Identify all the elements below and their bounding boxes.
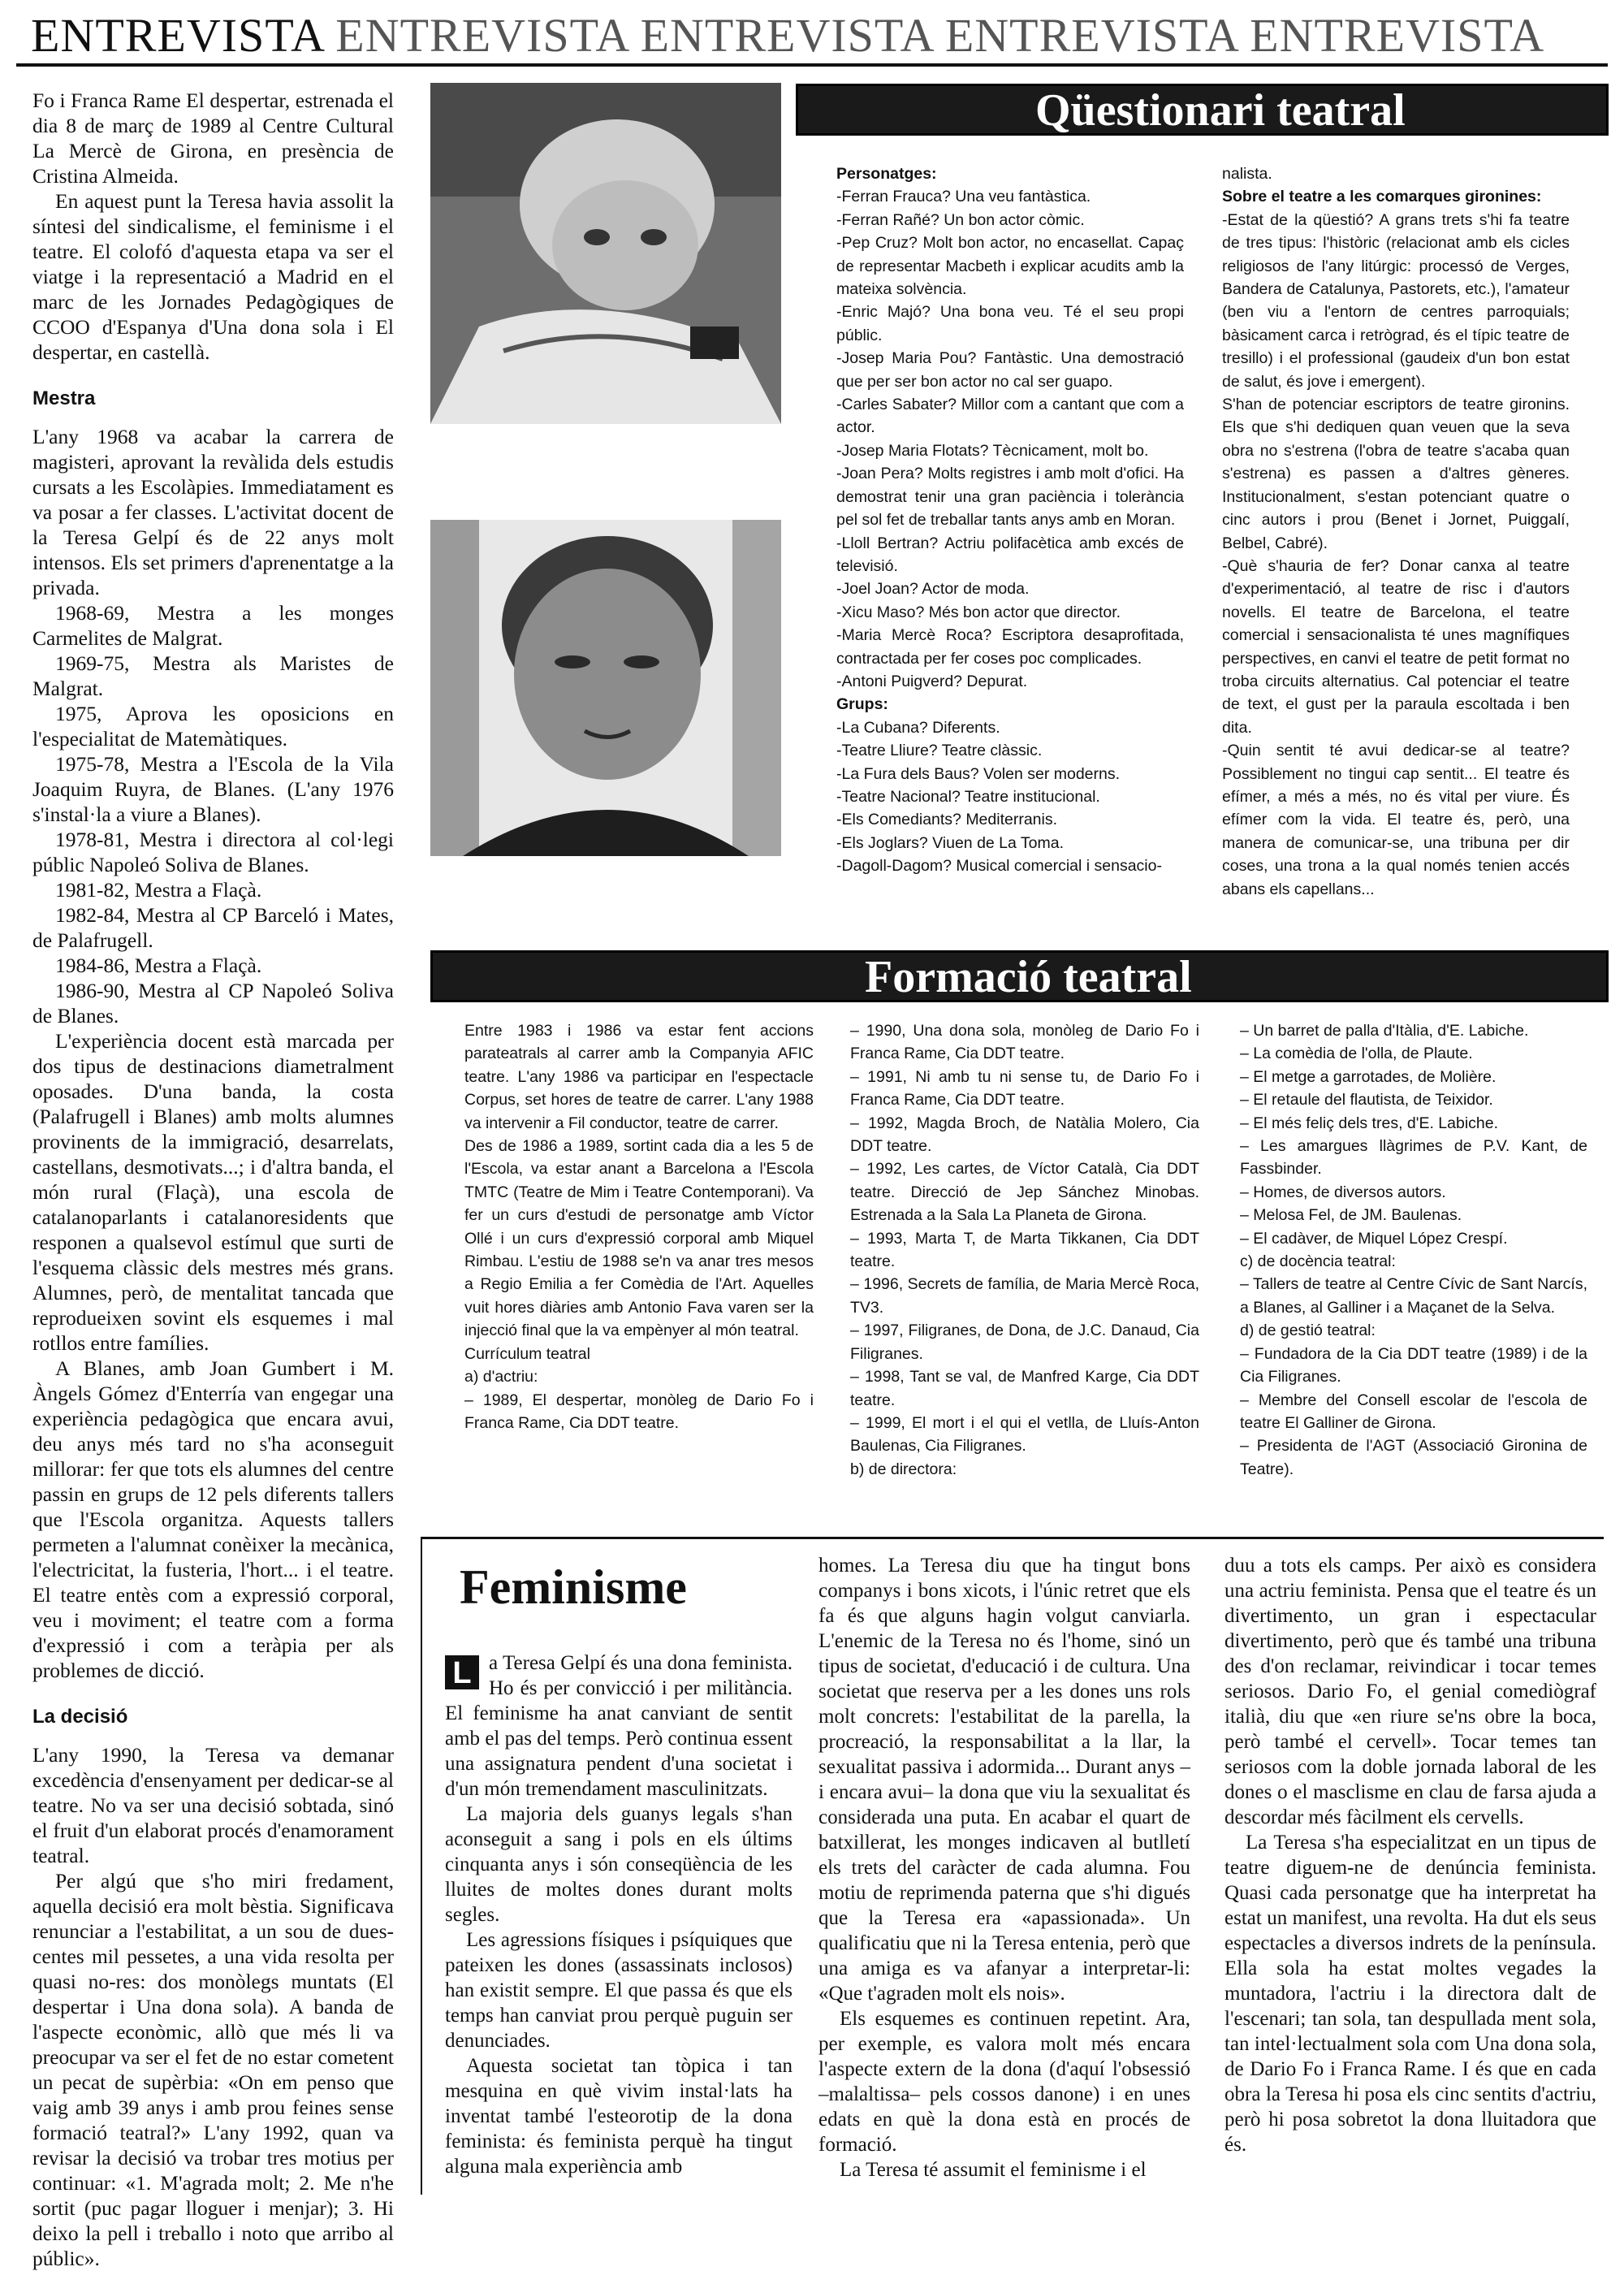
formacio-item: d) de gestió teatral:: [1240, 1322, 1376, 1340]
questionari-item: S'han de potenciar escriptors de teatre gironins. Els que s'hi dediquen quan veuen que la seva obra no s'estrena (l'obra de teatre s'acaba quan s'estrena) es passen a d'altres gèneres. Institucionalment, s'estan potenciant quatre o cinc autors i prou (Benet i Jornet, Puiggalí, Belbel, Cabré).: [1222, 396, 1570, 552]
questionari-item: -Xicu Maso? Més bon actor que director.: [836, 603, 1121, 621]
questionari-item: -Quin sentit té avui dedicar-se al teatre? Possiblement no tingui cap sentit... El teatre és efímer, a més a més, no és vital per viure. És efímer com la vida. El teatre és, però, una manera de comunicar-se, una tribuna per dir coses, una trona a la qual només tenien accés abans els capellans...: [1222, 742, 1570, 898]
questionari-item: -Teatre Nacional? Teatre institucional.: [836, 787, 1100, 806]
questionari-item: -La Cubana? Diferents.: [836, 718, 1000, 737]
mestra-item: 1978-81, Mestra i directora al col·legi públic Napoleó Soliva de Blanes.: [32, 828, 394, 876]
questionari-subheading: Personatges:: [836, 165, 937, 183]
formacio-item: – Un barret de palla d'Itàlia, d'E. Labiche.: [1240, 1022, 1529, 1040]
mestra-item: 1975-78, Mestra a l'Escola de la Vila Joaquim Ruyra, de Blanes. (L'any 1976 s'instal·la a viure a Blanes).: [32, 752, 394, 826]
formacio-item: – Tallers de teatre al Centre Cívic de Sant Narcís, a Blanes, al Galliner i a Maçanet de la Selva.: [1240, 1275, 1587, 1317]
feminisme-paragraph: La Teresa s'ha especialitzat en un tipus de teatre diguem-ne de denúncia feminista. Quasi cada personatge que ha interpretat ha estat un manifest, una revolta. Ha dut els seus espectacles a diversos indrets de la península. Ella sola ha estat moltes vegades la muntadora, l'actriu i la directora dalt de l'escenari; tan sola, tan despullada ment sola, tan intel·lectualment sola com Una dona sola, de Dario Fo i Franca Rame. I és que en cada obra la Teresa hi posa els cinc sentits d'actriu, però hi posa sobretot la dona lluitadora que és.: [1224, 1832, 1596, 2156]
formacio-item: – 1997, Filigranes, de Dona, de J.C. Danaud, Cia Filigranes.: [850, 1322, 1199, 1363]
questionari-column-1: [836, 162, 1184, 878]
header-repeated-words: ENTREVISTA ENTREVISTA ENTREVISTA ENTREVISTA: [335, 9, 1545, 58]
feminisme-paragraph: La majoria dels guanys legals s'han aconseguit a sang i pols en els últims cinquanta anys i són conseqüència de les lluites de moltes dones durant molts segles.: [445, 1803, 793, 1926]
questionari-item: -Pep Cruz? Molt bon actor, no encasellat. Capaç de representar Macbeth i explicar acudits amb la mateixa solvència.: [836, 234, 1184, 299]
questionari-item: -La Fura dels Baus? Volen ser moderns.: [836, 764, 1121, 783]
questionari-item: -Què s'hauria de fer? Donar canxa al teatre d'experimentació, al teatre de risc i d'autors novells. El teatre de Barcelona, el teatre comercial i sensacionalista té unes magnífiques perspectives, en canvi el teatre de petit format no troba circuits alternatius. Cal potenciar el teatre de text, el gust per la paraula escoltada i ben dita.: [1222, 556, 1570, 737]
questionari-item: -Enric Majó? Una bona veu. Té el seu propi públic.: [836, 303, 1184, 344]
formacio-title: Formació teatral: [865, 952, 1192, 1002]
questionari-item: -Els Joglars? Viuen de La Toma.: [836, 833, 1065, 852]
mestra-item: 1975, Aprova les oposicions en l'especialitat de Matemàtiques.: [32, 702, 394, 751]
photo-portrait-top: [430, 83, 781, 424]
mestra-paragraph: L'experiència docent està marcada per dos tipus de destinacions diametralment oposades. D'una banda, la costa (Palafrugell i Blanes) amb molts alumnes provinents de la immigració, desarrelats, castellans, desmotivats...; i d'altra banda, el món rural (Flaçà), una escola de catalanoparlants i catalanoresidents que responen a qualsevol estímul que surti de l'esquema clàssic dels mestres més grans. Alumnes, però, de mentalitat tancada que reprodueixen sovint els esquemes i mal rotllos entre famílies.: [32, 1029, 394, 1355]
mestra-item: 1982-84, Mestra al CP Barceló i Mates, de Palafrugell.: [32, 903, 394, 952]
mestra-item: 1969-75, Mestra als Maristes de Malgrat.: [32, 651, 394, 700]
questionari-item: nalista.: [1222, 165, 1272, 183]
formacio-column-3: [1240, 1019, 1587, 1481]
formacio-item: – 1992, Magda Broch, de Natàlia Molero, Cia DDT teatre.: [850, 1114, 1199, 1156]
formacio-item: – Presidenta de l'AGT (Associació Gironina de Teatre).: [1240, 1437, 1587, 1478]
formacio-item: – 1991, Ni amb tu ni sense tu, de Dario Fo i Franca Rame, Cia DDT teatre.: [850, 1067, 1199, 1110]
feminisme-paragraph: La Teresa té assumit el feminisme i el: [840, 2159, 1147, 2181]
feminisme-top-rule: [421, 1537, 1604, 1539]
formacio-item: – 1992, Les cartes, de Víctor Català, Cia DDT teatre. Direcció de Jep Sánchez Minobas. Estrenada a la Sala La Planeta de Girona.: [850, 1160, 1199, 1225]
formacio-item: – 1990, Una dona sola, monòleg de Dario Fo i Franca Rame, Cia DDT teatre.: [850, 1022, 1199, 1063]
questionari-banner: [796, 84, 1609, 136]
intro-paragraph: Fo i Franca Rame El despertar, estrenada el dia 8 de març de 1989 al Centre Cultural La Mercè de Girona, en presència de Cristina Almeida.: [32, 89, 394, 188]
formacio-item: – 1993, Marta T, de Marta Tikkanen, Cia DDT teatre.: [850, 1229, 1199, 1271]
feminisme-title: Feminisme: [460, 1560, 687, 1614]
section-header: [31, 8, 1606, 58]
formacio-paragraph: Currículum teatral: [464, 1344, 590, 1363]
left-column: [32, 88, 394, 2271]
questionari-column-2: [1222, 162, 1570, 901]
formacio-item: – El metge a garrotades, de Molière.: [1240, 1067, 1497, 1086]
formacio-item: – El cadàver, de Miquel López Crespí.: [1240, 1229, 1508, 1248]
feminisme-paragraph: Aquesta societat tan tòpica i tan mesquina en què vivim instal·lats ha inventat també l'esteorotip de la dona feminista: és feminista perquè ha tingut alguna mala experiència amb: [445, 2055, 793, 2178]
formacio-item: b) de directora:: [850, 1460, 957, 1478]
formacio-item: c) de docència teatral:: [1240, 1252, 1396, 1271]
mestra-heading: Mestra: [32, 387, 96, 409]
decisio-heading: La decisió: [32, 1706, 128, 1728]
feminisme-paragraph: duu a tots els camps. Per això es considera una actriu feminista. Pensa que el teatre és un divertimento, un gran i espectacular divertimento, però que és també una tribuna des d'on reclamar, reivindicar i tocar temes seriosos. Dario Fo, el genial comediògraf italià, diu que «en riure se'ns obre la boca, però també el cervell». Tocar temes tan seriosos com la doble jornada laboral de les dones o el masclisme en clau de farsa ajuda a descordar més fàcilment els cervells.: [1224, 1555, 1596, 1828]
decisio-paragraph: Per algú que s'ho miri fredament, aquella decisió era molt bèstia. Significava renunciar a l'estabilitat, a un sou de dues-centes mil pessetes, a una vida resolta per quasi no-res: dos monòlegs muntats (El despertar i Una dona sola). A banda de l'aspecte econòmic, allò que més li va preocupar va ser el fet de no estar cometent un pecat de supèrbia: «On em penso que vaig amb 39 anys i amb prou feines sense formació teatral?» L'any 1992, quan va revisar la decisió va trobar tres motius per continuar: «1. M'agrada molt; 2. Me n'he sortit (puc pagar lloguer i menjar); 3. Hi deixo la pell i treballo i noto que arribo al públic».: [32, 1869, 394, 2270]
header-first-word: ENTREVISTA: [31, 9, 323, 58]
questionari-item: -Antoni Puigverd? Depurat.: [836, 672, 1028, 690]
decisio-paragraph: L'any 1990, la Teresa va demanar excedència d'ensenyament per dedicar-se al teatre. No va ser una decisió sobtada, sinó el fruit d'un elaborat procés d'enamorament teatral.: [32, 1743, 394, 1867]
feminisme-left-rule: [421, 1537, 422, 2195]
questionari-item: -Joel Joan? Actor de moda.: [836, 580, 1030, 599]
photo-portrait-bottom: [430, 520, 781, 856]
mestra-paragraph: A Blanes, amb Joan Gumbert i M. Àngels Gómez d'Enterría van engegar una experiència pedagògica que encara avui, deu anys més tard no s'ha aconseguit millorar: fer que tots els alumnes del centre passin en grups de 12 pels diferents tallers que l'Escola organitza. Aquests tallers permeten a l'alumnat conèixer la mecànica, l'electricitat, la fusteria, l'hort... i el teatre. El teatre entès com a expressió corporal, veu i moviment; el teatre com a forma d'expressió i com a teràpia per als problemes de dicció.: [32, 1356, 394, 1682]
formacio-item: – Fundadora de la Cia DDT teatre (1989) i de la Cia Filigranes.: [1240, 1344, 1587, 1386]
intro-paragraph: En aquest punt la Teresa havia assolit la síntesi del sindicalisme, el feminisme i el teatre. El colofó d'aquesta etapa va ser el viatge i la representació a Madrid en el marc de les Jornades Pedagògiques de CCOO d'Espanya d'Una dona sola i El despertar, en castellà.: [32, 189, 394, 364]
feminisme-paragraph: homes. La Teresa diu que ha tingut bons companys i bons xicots, i l'únic retret que els fa és que alguns hagin volgut canviarla. L'enemic de la Teresa no és l'home, sinó un tipus de societat, d'educació i de cultura. Una societat que reserva per a les dones uns rols molt concrets: l'estabilitat de la parella, la procreació, la responsabilitat a la llar, la sexualitat passiva i adormida... Durant anys –i encara avui– la dona que viu la sexualitat és considerada una puta. En acabar el quart de batxillerat, les monges indicaven al butlletí els trets del caràcter de cada alumna. Fou motiu de reprimenda paterna que s'hi digués que la Teresa era «apassionada». Un qualificatiu que ni la Teresa entenia, però que una amiga es va afanyar a interpretar-li: «Que t'agraden molt els nois».: [818, 1555, 1190, 2005]
questionari-item: -Josep Maria Pou? Fantàstic. Una demostració que per ser bon actor no cal ser guapo.: [836, 349, 1184, 391]
questionari-item: -Carles Sabater? Millor com a cantant que com a actor.: [836, 396, 1184, 437]
feminisme-paragraph: Les agressions físiques i psíquiques que pateixen les dones (assassinats inclosos) han existit sempre. El que passa és que els temps han canviat prou perquè puguin ser denunciades.: [445, 1929, 793, 2052]
formacio-column-2: [850, 1019, 1199, 1481]
mestra-item: 1981-82, Mestra a Flaçà.: [55, 878, 262, 902]
feminisme-column-1: [445, 1650, 793, 2179]
questionari-subheading: Grups:: [836, 695, 888, 714]
formacio-banner: [430, 950, 1609, 1002]
formacio-item: – El més feliç dels tres, d'E. Labiche.: [1240, 1114, 1499, 1132]
formacio-paragraph: a) d'actriu:: [464, 1368, 538, 1386]
questionari-item: -Dagoll-Dagom? Musical comercial i sensacio-: [836, 857, 1162, 876]
formacio-item: – Melosa Fel, de JM. Baulenas.: [1240, 1206, 1462, 1225]
feminisme-paragraph: a Teresa Gelpí és una dona feminista. Ho és per convicció i per militància. El feminisme ha anat canviant de sentit amb el pas del temps. Però continua essent una assignatura pendent d'una societat i d'un món tremendament masculinitzats.: [445, 1652, 793, 1800]
formacio-column-1: [464, 1019, 814, 1434]
feminisme-paragraph: Els esquemes es continuen repetint. Ara, per exemple, es valora molt més encara l'aspecte extern de la dona (d'aquí l'obsessió –malaltissa– pels cossos danone) i en unes edats en què la dona està en procés de formació.: [818, 2008, 1190, 2156]
questionari-subheading: Sobre el teatre a les comarques gironines:: [1222, 188, 1542, 206]
formacio-item: – 1996, Secrets de família, de Maria Mercè Roca, TV3.: [850, 1275, 1199, 1317]
questionari-item: -Maria Mercè Roca? Escriptora desaprofitada, contractada per fer coses poc complicades.: [836, 626, 1184, 668]
questionari-item: -Joan Pera? Molts registres i amb molt d'ofici. Ha demostrat tenir una gran paciència i tolerància pel sol fet de treballar tants anys amb en Moran.: [836, 465, 1184, 530]
feminisme-dropcap: L: [445, 1655, 479, 1689]
feminisme-column-2: [818, 1553, 1190, 2182]
mestra-item: 1968-69, Mestra a les monges Carmelites de Malgrat.: [32, 601, 394, 650]
formacio-paragraph: – 1989, El despertar, monòleg de Dario Fo i Franca Rame, Cia DDT teatre.: [464, 1391, 814, 1432]
questionari-item: -Teatre Lliure? Teatre clàssic.: [836, 742, 1043, 760]
mestra-item: 1986-90, Mestra al CP Napoleó Soliva de Blanes.: [32, 979, 394, 1027]
feminisme-column-3: [1224, 1553, 1596, 2157]
mestra-paragraph: L'any 1968 va acabar la carrera de magisteri, aprovant la revàlida dels estudis cursats a les Escolàpies. Immediatament es va posar a fer classes. L'activitat docent de la Teresa Gelpí és de 22 anys molt intensos. Els set primers d'aprenentatge a la privada.: [32, 425, 394, 599]
questionari-item: -Lloll Bertran? Actriu polifacètica amb excés de televisió.: [836, 534, 1184, 575]
formacio-paragraph: Entre 1983 i 1986 va estar fent accions parateatrals al carrer amb la Companyia AFIC teatre. L'any 1986 va participar en l'espectacle Corpus, set hores de teatre de carrer. L'any 1988 va intervenir a Fil conductor, teatre de carrer.: [464, 1022, 814, 1132]
formacio-item: – 1999, El mort i el qui el vetlla, de Lluís-Anton Baulenas, Cia Filigranes.: [850, 1413, 1199, 1456]
formacio-item: – La comèdia de l'olla, de Plaute.: [1240, 1045, 1473, 1063]
formacio-item: – Homes, de diversos autors.: [1240, 1183, 1446, 1201]
formacio-item: – 1998, Tant se val, de Manfred Karge, Cia DDT teatre.: [850, 1368, 1199, 1409]
questionari-item: -Josep Maria Flotats? Tècnicament, molt bo.: [836, 441, 1149, 460]
formacio-item: – El retaule del flautista, de Teixidor.: [1240, 1091, 1493, 1110]
formacio-item: – Les amargues llàgrimes de P.V. Kant, de Fassbinder.: [1240, 1137, 1587, 1179]
mestra-item: 1984-86, Mestra a Flaçà.: [55, 954, 262, 977]
formacio-paragraph: Des de 1986 a 1989, sortint cada dia a les 5 de l'Escola, va estar anant a Barcelona a l'Escola TMTC (Teatre de Mim i Teatre Contemporani). Va fer un curs d'estudi de personatge amb Víctor Ollé i un curs d'expressió corporal amb Miquel Rimbau. L'estiu de 1988 se'n va anar tres mesos a Regio Emilia a fer Comèdia de l'Art. Aquelles vuit hores diàries amb Antonio Fava varen ser la injecció final que la va empènyer al món teatral.: [464, 1137, 814, 1340]
formacio-item: – Membre del Consell escolar de l'escola de teatre El Galliner de Girona.: [1240, 1391, 1587, 1432]
questionari-item: -Ferran Frauca? Una veu fantàstica.: [836, 188, 1091, 206]
questionari-item: -Els Comediants? Mediterranis.: [836, 811, 1058, 829]
questionari-item: -Ferran Rañé? Un bon actor còmic.: [836, 210, 1085, 229]
questionari-title: Qüestionari teatral: [1035, 85, 1406, 136]
questionari-item: -Estat de la qüestió? A grans trets s'hi fa teatre de tres tipus: l'històric (relacionat amb els cicles religiosos de l'any litúrgic: processó de Verges, Bandera de Catalunya, Pastorets, etc.), l'amateur (ben viu a l'entorn de centres parroquials; bàsicament carca i retrògrad, és el típic teatre de tresillo) i el professional (gaudeix d'un bon estat de salut, és jove i emergent).: [1222, 210, 1570, 391]
header-rule: [16, 63, 1608, 67]
